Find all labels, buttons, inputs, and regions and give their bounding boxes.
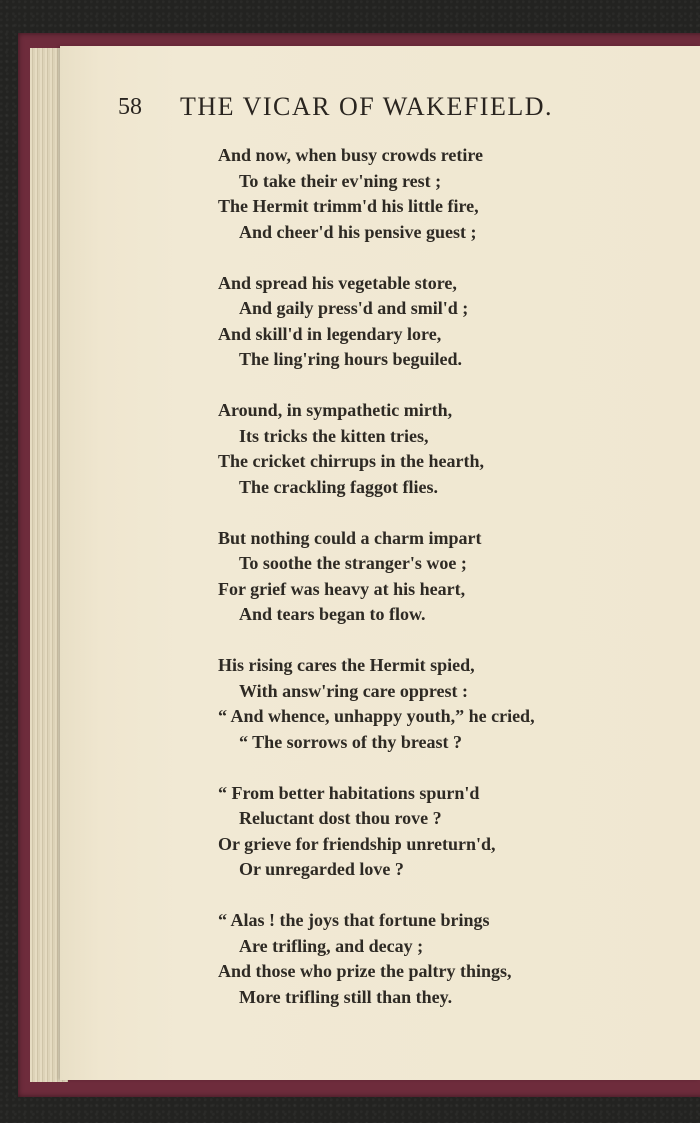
poem-line: The crackling faggot flies. xyxy=(239,476,438,497)
poem-line: Reluctant dost thou rove ? xyxy=(239,808,442,828)
poem-line: Are trifling, and decay ; xyxy=(239,935,424,956)
poem-line: And gaily press'd and smil'd ; xyxy=(239,298,469,318)
poem-line: The cricket chirrups in the hearth, xyxy=(218,451,484,471)
poem-line: And tears began to flow. xyxy=(239,604,426,624)
poem-line: Or grieve for friendship unreturn'd, xyxy=(218,833,496,854)
poem-line: And cheer'd his pensive guest ; xyxy=(239,221,477,242)
poem-line: More trifling still than they. xyxy=(239,986,453,1007)
poem-line: To take their ev'ning rest ; xyxy=(239,170,442,191)
poem-line: “ And whence, unhappy youth,” he cried, xyxy=(218,706,535,726)
poem-line: To soothe the stranger's woe ; xyxy=(239,553,467,573)
poem-line: “ From better habitations spurn'd xyxy=(218,782,480,803)
stanza xyxy=(218,781,638,883)
poem-line: The ling'ring hours beguiled. xyxy=(239,349,463,369)
poem-line: But nothing could a charm impart xyxy=(218,527,482,548)
poem-line: The Hermit trimm'd his little fire, xyxy=(218,196,479,216)
poem-line: Or unregarded love ? xyxy=(239,859,404,879)
stanza xyxy=(218,908,638,1010)
page-number: 58 xyxy=(118,94,142,120)
poem-line: Around, in sympathetic mirth, xyxy=(218,400,453,420)
poem-line: With answ'ring care opprest : xyxy=(239,680,469,701)
stanza xyxy=(218,143,638,245)
stanza xyxy=(218,653,638,755)
stanza xyxy=(218,271,638,373)
poem-line: And spread his vegetable store, xyxy=(218,272,457,293)
poem-line: And now, when busy crowds retire xyxy=(218,145,484,165)
poem-line: His rising cares the Hermit spied, xyxy=(218,655,475,675)
running-head xyxy=(118,92,638,126)
stanza xyxy=(218,398,638,500)
poem-line: “ The sorrows of thy breast ? xyxy=(239,731,463,752)
poem-text xyxy=(218,143,638,1036)
poem-line: And skill'd in legendary lore, xyxy=(218,323,442,344)
poem-line: “ Alas ! the joys that fortune brings xyxy=(218,910,490,930)
stanza xyxy=(218,526,638,628)
poem-line: For grief was heavy at his heart, xyxy=(218,578,466,599)
poem-line: And those who prize the paltry things, xyxy=(218,961,512,981)
book-title: THE VICAR OF WAKEFIELD. xyxy=(180,92,553,121)
poem-line: Its tricks the kitten tries, xyxy=(239,425,429,446)
